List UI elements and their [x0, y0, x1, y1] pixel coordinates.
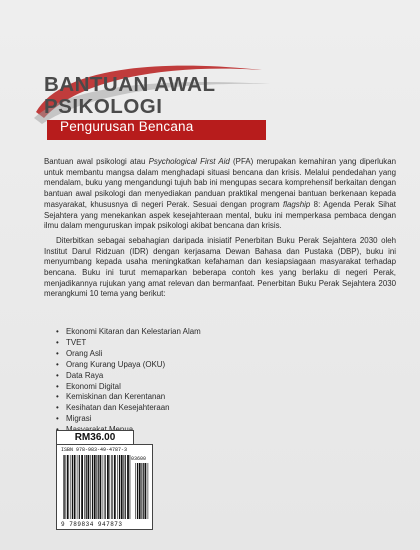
barcode-bar — [105, 455, 106, 519]
barcode-bar — [67, 455, 69, 519]
barcode-bar — [86, 455, 87, 519]
title-block — [44, 74, 284, 118]
blurb-text: (PFA) merupakan kemahiran yang diperlukan untuk membantu mangsa dalam menghadapi situasi bencana dan krisis. Melalui pendedahan yang mendalam, buku yang mengandungi tujuh bab ini mengupas secara komprehensif berkaitan dengan bantuan awal psikologi dan menyediakan panduan praktikal mengenai bantuan berkenaan kepada masyarakat, khususnya di negeri Perak. Sesuai dengan program — [44, 157, 396, 209]
barcode-bar — [84, 455, 85, 519]
barcode-bar — [100, 455, 102, 519]
blurb — [44, 157, 396, 300]
blurb-paragraph-2: Diterbitkan sebagai sebahagian daripada inisiatif Penerbitan Buku Perak Sejahtera 2030 oleh Institut Darul Ridzuan (IDR) dengan kerjasama Dewan Bahasa dan Pustaka (DBP), buku ini menyumbang kepada usaha meningkatkan kefahaman dan kesiapsiagaan masyarakat terhadap bencana. Buku ini turut memaparkan beberapa contoh kes yang berlaku di negeri Perak, menjadikannya rujukan yang amat relevan dan bermanfaat. Penerbitan Buku Perak Sejahtera 2030 merangkumi 10 tema yang berikut: — [44, 235, 396, 299]
barcode-bar — [94, 455, 96, 519]
barcode-bar — [79, 455, 80, 519]
blurb-paragraph-1 — [44, 157, 396, 232]
blurb-text: Bantuan awal psikologi atau — [44, 157, 149, 166]
barcode-bar — [130, 455, 131, 519]
list-item: • TVET — [56, 338, 201, 349]
barcode-bar — [143, 463, 144, 519]
book-title-line2: PSIKOLOGI — [44, 95, 163, 118]
barcode-bar — [121, 455, 123, 519]
barcode-bar — [90, 455, 91, 519]
price-label: RM36.00 — [56, 430, 134, 445]
barcode-bar — [137, 463, 138, 519]
barcode-box — [56, 444, 153, 530]
barcode-bar — [81, 455, 83, 519]
barcode-bar — [135, 463, 136, 519]
barcode-bar — [107, 455, 109, 519]
barcode-bar — [77, 455, 78, 519]
barcode-bar — [145, 463, 147, 519]
barcode-bar — [96, 455, 97, 519]
list-item: • Data Raya — [56, 371, 201, 382]
barcode-bar — [110, 455, 111, 519]
barcode-bar — [141, 463, 142, 519]
barcode-digits: 9 789834 947873 — [61, 521, 123, 528]
barcode-bar — [103, 455, 104, 519]
book-title-line1: BANTUAN AWAL — [44, 73, 216, 96]
barcode-bar — [98, 455, 99, 519]
barcode-bar — [88, 455, 90, 519]
book-subtitle: Pengurusan Bencana — [60, 119, 194, 134]
barcode-bar — [111, 455, 112, 519]
barcode-bar — [119, 455, 120, 519]
blurb-text: 8: Agenda Perak Sihat Sejahtera yang menekankan aspek kesejahteraan mental, buku ini memperkasa pembaca dengan ilmu dalam menguruskan impak psikologi akibat bencana dan krisis. — [44, 199, 396, 231]
barcode-bar — [125, 455, 126, 519]
list-item: • Orang Kurang Upaya (OKU) — [56, 360, 201, 371]
list-item: • Kesihatan dan Kesejahteraan — [56, 403, 201, 414]
blurb-italic-term: flagship — [283, 199, 311, 209]
barcode-bar — [114, 455, 116, 519]
barcode-bar — [139, 463, 141, 519]
barcode-bar — [148, 463, 149, 519]
barcode-addon-number: 03600 — [131, 456, 147, 462]
barcode-bar — [63, 455, 64, 519]
barcode-bar — [117, 455, 118, 519]
list-item: • Kemiskinan dan Kerentanan — [56, 392, 201, 403]
barcode-bar — [70, 455, 71, 519]
list-item: • Migrasi — [56, 414, 201, 425]
barcode-bar — [72, 455, 73, 519]
barcode-bar — [92, 455, 93, 519]
barcode-bar — [64, 455, 65, 519]
barcode-bar — [123, 455, 124, 519]
themes-list — [56, 327, 201, 436]
list-item: • Ekonomi Digital — [56, 382, 201, 393]
list-item: • Orang Asli — [56, 349, 201, 360]
blurb-italic-term: Psychological First Aid — [148, 157, 230, 166]
barcode-bar — [74, 455, 76, 519]
list-item: • Ekonomi Kitaran dan Kelestarian Alam — [56, 327, 201, 338]
barcode-bar — [127, 455, 129, 519]
barcode-addon — [135, 463, 149, 519]
barcode-main — [63, 455, 131, 519]
isbn-text: ISBN 978-983-49-4787-3 — [61, 447, 128, 453]
